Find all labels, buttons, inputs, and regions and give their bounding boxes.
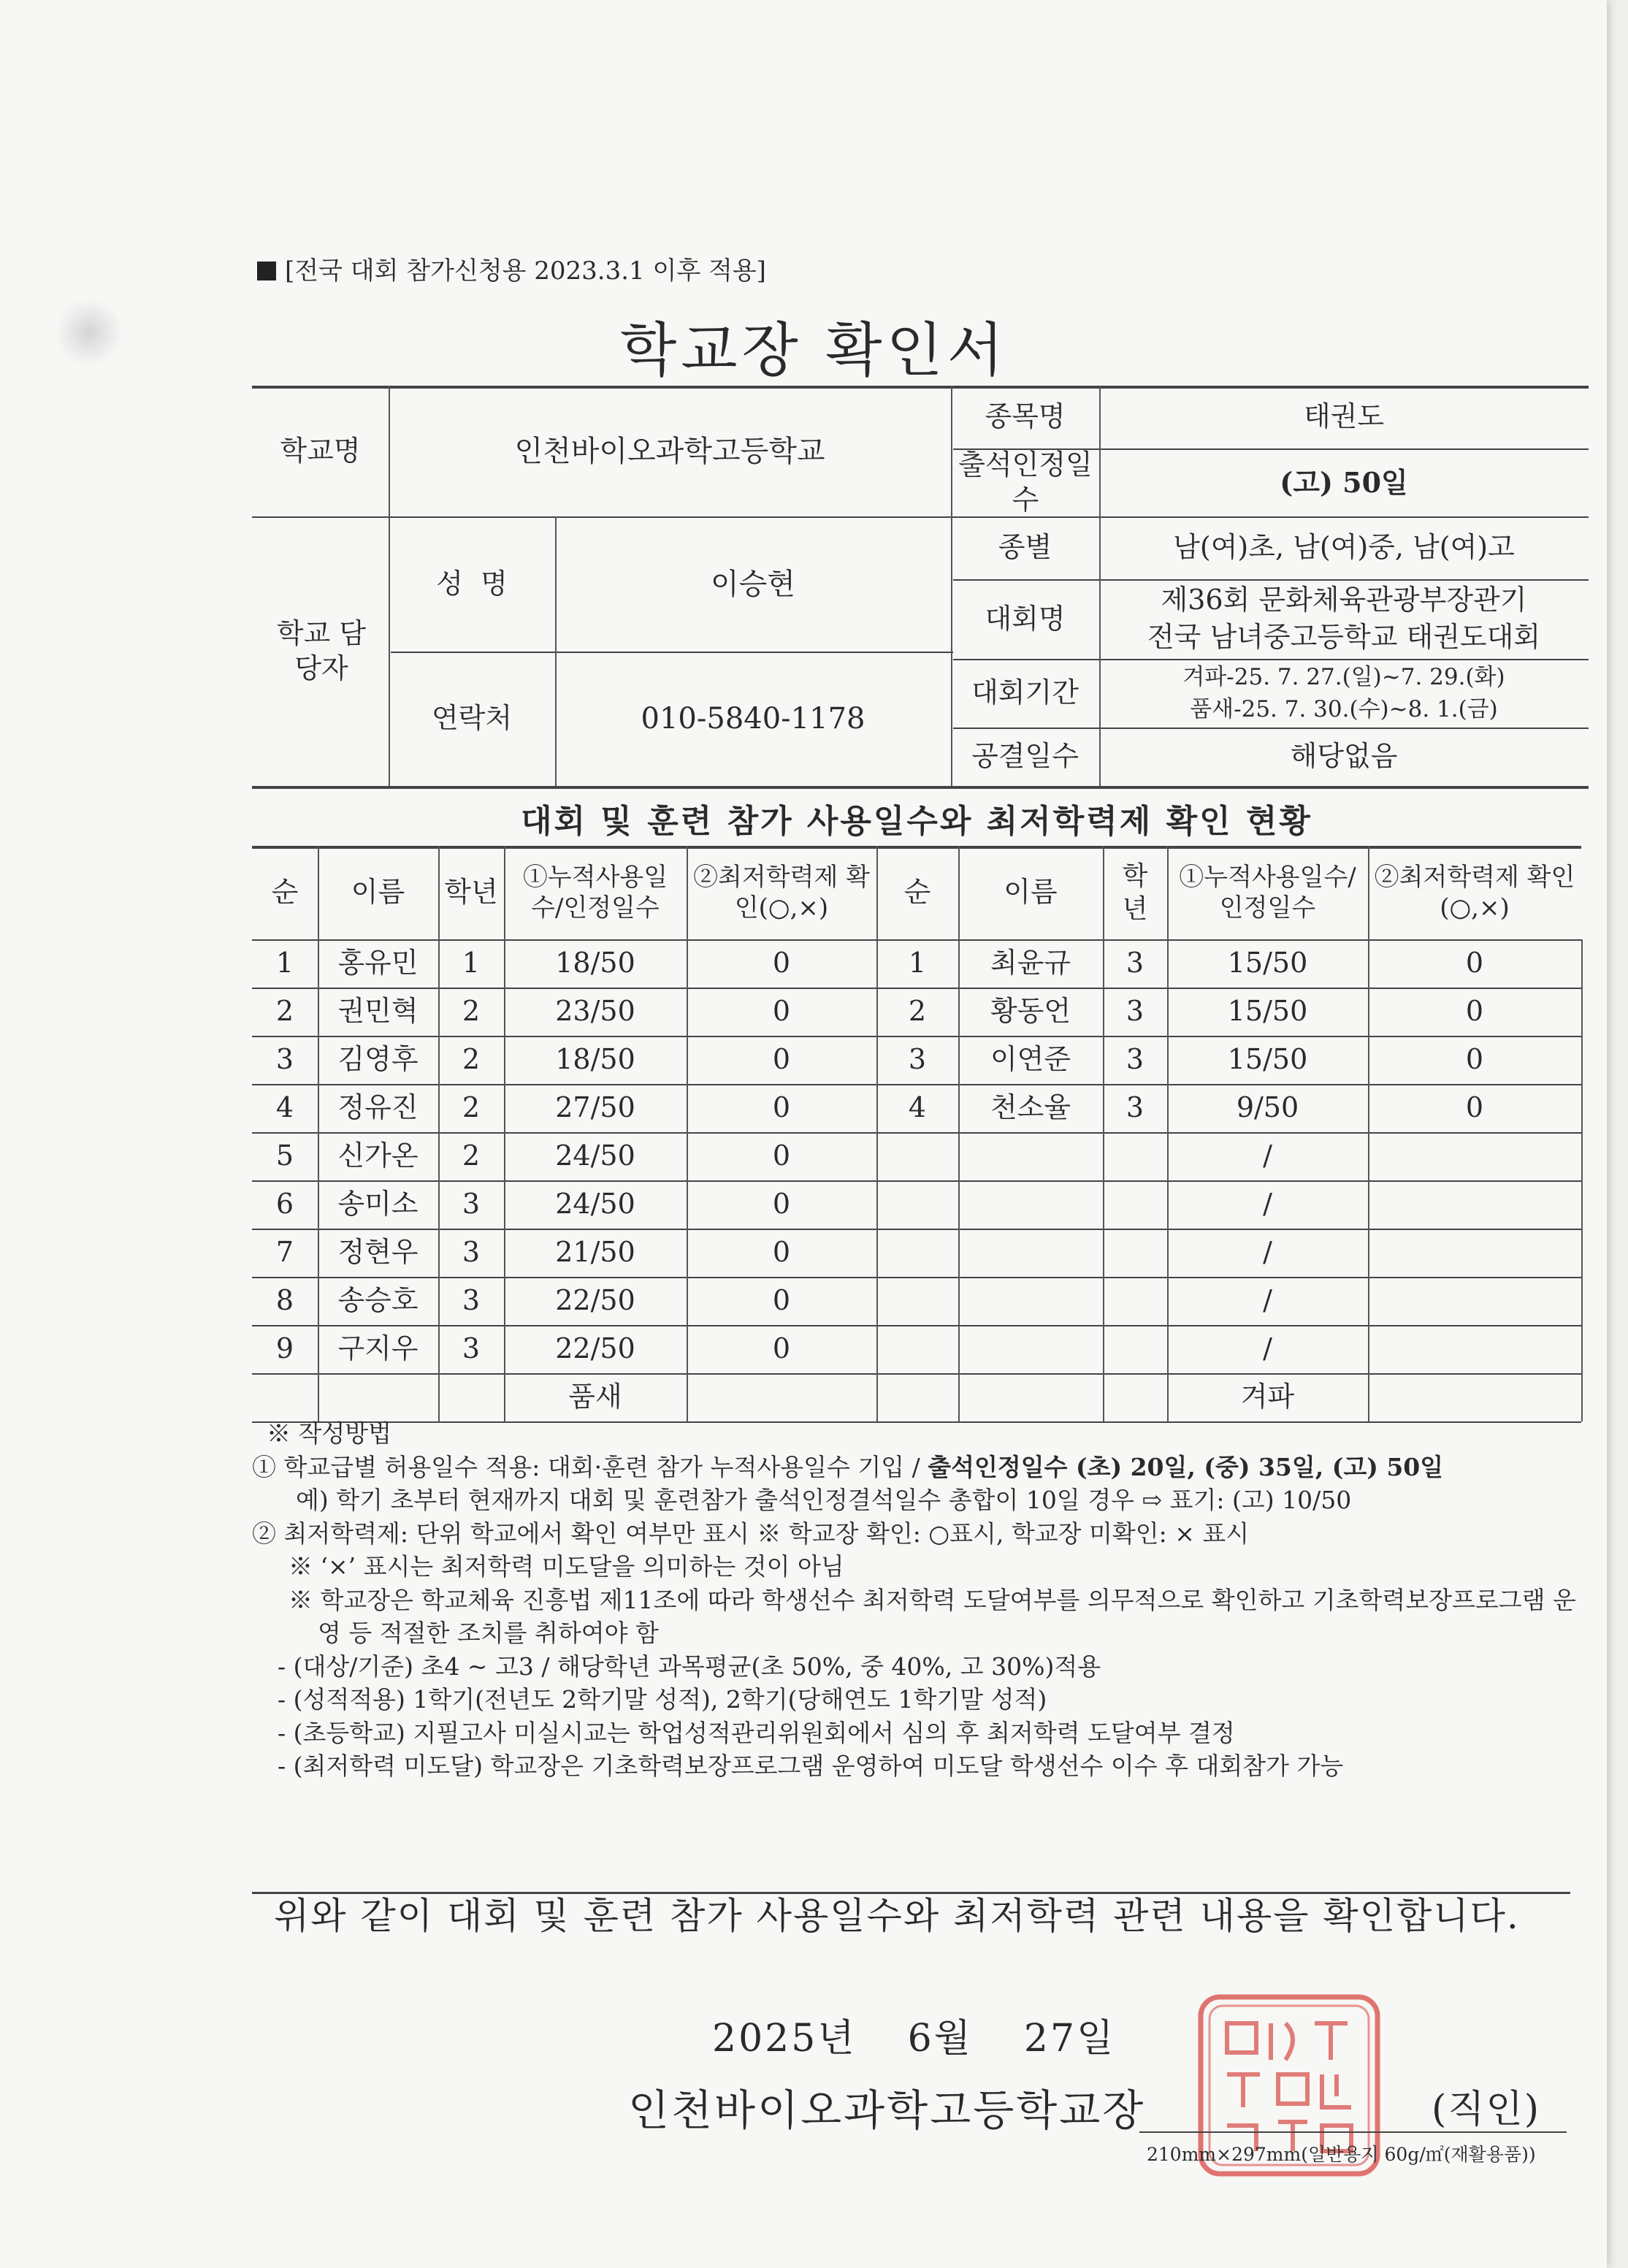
principal-signature: 인천바이오과학고등학교장 (628, 2085, 1146, 2135)
table-row-left-check: 0 (772, 947, 791, 980)
table-row-left-check: 0 (772, 995, 791, 1028)
competition-value-1: 제36회 문화체육관광부장관기 (1161, 584, 1527, 616)
table-row-left-days: 22/50 (555, 1284, 635, 1317)
section-title: 대회 및 훈련 참가 사용일수와 최저학력제 확인 현황 (521, 803, 1312, 840)
table-row-right-check: 0 (1465, 947, 1484, 980)
table-row-right-no (876, 1132, 958, 1180)
table-row-left-days: 18/50 (555, 1043, 635, 1076)
table-row-left-days: 27/50 (555, 1091, 635, 1124)
header-note-text: [전국 대회 참가신청용 2023.3.1 이후 적용] (285, 256, 766, 286)
note-detail-4: - (최저학력 미도달) 학교장은 기초학력보장프로그램 운영하여 미도달 학생선수 이수 후 대회참가 가능 (278, 1752, 1344, 1781)
table-row-left-no: 6 (275, 1188, 294, 1221)
table-row-left-days: 24/50 (555, 1139, 635, 1172)
note-1-bold: 출석인정일수 (초) 20일, (중) 35일, (고) 50일 (928, 1452, 1444, 1481)
table-row-right-no: 1 (908, 947, 927, 980)
phone-value: 010-5840-1178 (641, 702, 865, 736)
col-header-name-left: 이름 (351, 876, 405, 909)
date-day: 27일 (1023, 2017, 1116, 2061)
table-row-right-check (1368, 1229, 1581, 1277)
table-row-right-check (1368, 1180, 1581, 1229)
table-row-left-days: 23/50 (555, 995, 635, 1028)
table-row-right-check: 0 (1465, 1043, 1484, 1076)
table-row-right-no (876, 1229, 958, 1277)
table-row-left-check: 0 (772, 1284, 791, 1317)
date (712, 2007, 1115, 2062)
paper-spec-footer: 210mm×297mm(일반용지 60g/㎡(재활용품)) (1147, 2144, 1536, 2165)
date-month: 6월 (907, 2017, 973, 2061)
col-header-check-left: ②최저학력제 확인(○,×) (693, 862, 870, 923)
table-row-left-name: 홍유민 (337, 947, 419, 980)
table-row-right-days: / (1263, 1188, 1272, 1221)
table-row-right-no (876, 1325, 958, 1373)
left-footer-label: 품새 (568, 1381, 622, 1413)
table-row-right-grade (1103, 1325, 1167, 1373)
table-row-right-check (1368, 1277, 1581, 1325)
table-row-left-no: 8 (275, 1284, 294, 1317)
document-title: 학교장 확인서 (619, 316, 1009, 384)
table-row-right-name: 황동언 (990, 995, 1071, 1028)
table-row-left-grade: 3 (462, 1236, 481, 1269)
table-row-right-check: 0 (1465, 995, 1484, 1028)
note-2-a: ※ ‘×’ 표시는 최저학력 미도달을 의미하는 것이 아님 (288, 1552, 844, 1581)
table-row-left-grade: 2 (462, 1139, 481, 1172)
note-detail-1: - (대상/기준) 초4 ~ 고3 / 해당학년 과목평균(초 50%, 중 40%, 고 30%)적용 (278, 1652, 1101, 1681)
category-label: 종별 (998, 531, 1052, 564)
table-row-right-days: / (1263, 1236, 1272, 1269)
col-header-grade-left: 학년 (444, 876, 498, 909)
table-row-left-check: 0 (772, 1091, 791, 1124)
table-row-left-no: 9 (275, 1332, 294, 1365)
table-row-right-name (958, 1277, 1103, 1325)
col-header-name-right: 이름 (1004, 876, 1058, 909)
seal-label: (직인) (1432, 2088, 1541, 2131)
table-row-right-grade: 3 (1126, 947, 1144, 980)
table-row-right-no: 3 (908, 1043, 927, 1076)
table-row-left-name: 정현우 (337, 1236, 419, 1269)
table-row-left-check: 0 (772, 1043, 791, 1076)
notes-heading: ※ 작성방법 (267, 1419, 392, 1448)
table-row-left-grade: 2 (462, 1091, 481, 1124)
confirmation-text: 위와 같이 대회 및 훈련 참가 사용일수와 최저학력 관련 내용을 확인합니다. (274, 1895, 1520, 1937)
absence-label: 공결일수 (971, 740, 1079, 773)
col-header-no-left: 순 (271, 876, 299, 909)
table-row-left-grade: 2 (462, 1043, 481, 1076)
table-row-right-no (876, 1180, 958, 1229)
table-row-right-grade: 3 (1126, 1043, 1144, 1076)
attendance-label: 출석인정일수 (958, 448, 1093, 516)
table-row-left-check: 0 (772, 1188, 791, 1221)
table-row-left-grade: 3 (462, 1284, 481, 1317)
table-row-right-name (958, 1180, 1103, 1229)
table-row-left-check: 0 (772, 1236, 791, 1269)
table-row-left-no: 7 (275, 1236, 294, 1269)
table-row-left-no: 5 (275, 1139, 294, 1172)
table-row-left-grade: 2 (462, 995, 481, 1028)
period-value-1: 겨파-25. 7. 27.(일)~7. 29.(화) (1182, 663, 1505, 690)
note-1-example: 예) 학기 초부터 현재까지 대회 및 훈련참가 출석인정결석일수 총합이 10일 경우 ⇨ 표기: (고) 10/50 (296, 1486, 1352, 1515)
table-row-right-name (958, 1325, 1103, 1373)
col-header-no-right: 순 (903, 876, 931, 909)
note-1-text: ① 학교급별 허용일수 적용: 대회·훈련 참가 누적사용일수 기입 / (252, 1452, 928, 1481)
competition-label: 대회명 (985, 602, 1066, 635)
absence-value: 해당없음 (1290, 740, 1398, 773)
table-row-left-no: 2 (275, 995, 294, 1028)
table-row-right-name: 이연준 (990, 1043, 1071, 1076)
table-row-right-days: 15/50 (1227, 995, 1308, 1028)
note-detail-3: - (초등학교) 지필고사 미실시교는 학업성적관리위원회에서 심의 후 최저학력 도달여부 결정 (278, 1718, 1235, 1747)
right-footer-label: 겨파 (1240, 1381, 1295, 1413)
table-row-right-name: 최윤규 (990, 947, 1071, 980)
table-row-right-days: 9/50 (1236, 1091, 1299, 1124)
table-row-right-check: 0 (1465, 1091, 1484, 1124)
category-value: 남(여)초, 남(여)중, 남(여)고 (1173, 531, 1515, 564)
school-label: 학교명 (280, 434, 361, 467)
col-header-days-left: ①누적사용일수/인정일수 (522, 862, 668, 923)
attendance-value: (고) 50일 (1280, 465, 1408, 499)
col-header-grade-right: 학 년 (1122, 861, 1148, 924)
name-value: 이승현 (711, 567, 795, 601)
note-1 (252, 1451, 1581, 1484)
table-row-left-no: 3 (275, 1043, 294, 1076)
phone-label: 연락처 (431, 702, 513, 735)
contact-group-label: 학교 담당자 (276, 617, 367, 684)
col-header-check-right: ②최저학력제 확인(○,×) (1374, 862, 1575, 923)
table-row-right-days: 15/50 (1227, 947, 1308, 980)
table-row-right-days: / (1263, 1332, 1272, 1365)
table-row-right-days: / (1263, 1139, 1272, 1172)
table-row-right-grade (1103, 1132, 1167, 1180)
table-row-left-name: 송승호 (337, 1284, 419, 1317)
table-row-right-grade (1103, 1229, 1167, 1277)
table-row-right-name (958, 1229, 1103, 1277)
table-row-left-grade: 1 (462, 947, 481, 980)
table-row-left-days: 18/50 (555, 947, 635, 980)
table-row-left-name: 구지우 (337, 1332, 419, 1365)
table-row-right-name: 천소율 (990, 1091, 1071, 1124)
col-header-days-right: ①누적사용일수/ 인정일수 (1179, 862, 1356, 923)
table-row-left-name: 송미소 (337, 1188, 419, 1221)
table-row-right-check (1368, 1132, 1581, 1180)
table-row-left-no: 4 (275, 1091, 294, 1124)
event-label: 종목명 (985, 400, 1066, 433)
competition-value-2: 전국 남녀중고등학교 태권도대회 (1147, 621, 1541, 654)
table-row-right-grade: 3 (1126, 995, 1144, 1028)
school-value: 인천바이오과학고등학교 (514, 434, 825, 468)
table-row-left-name: 권민혁 (337, 995, 419, 1028)
note-detail-2: - (성적적용) 1학기(전년도 2학기말 성적), 2학기(당해연도 1학기말 성적) (278, 1685, 1047, 1714)
table-row-right-days: / (1263, 1284, 1272, 1317)
period-value-2: 품새-25. 7. 30.(수)~8. 1.(금) (1190, 695, 1498, 722)
table-row-left-days: 24/50 (555, 1188, 635, 1221)
table-row-right-no: 2 (908, 995, 927, 1028)
date-year: 2025년 (712, 2017, 857, 2061)
event-value: 태권도 (1303, 400, 1385, 433)
instructions (252, 1417, 1581, 1783)
table-row-right-grade (1103, 1180, 1167, 1229)
period-label: 대회기간 (971, 676, 1079, 709)
table-row-left-name: 정유진 (337, 1091, 419, 1124)
table-row-left-days: 21/50 (555, 1236, 635, 1269)
table-row-right-no: 4 (908, 1091, 927, 1124)
table-row-right-no (876, 1277, 958, 1325)
table-row-left-grade: 3 (462, 1332, 481, 1365)
table-row-left-name: 신가온 (337, 1139, 419, 1172)
table-row-left-name: 김영후 (337, 1043, 419, 1076)
table-row-right-grade (1103, 1277, 1167, 1325)
table-row-left-check: 0 (772, 1139, 791, 1172)
header-note (257, 251, 766, 286)
black-square-icon (257, 261, 276, 280)
note-2-b: ※ 학교장은 학교체육 진흥법 제11조에 따라 학생선수 최저학력 도달여부를 의무적으로 확인하고 기초학력보장프로그램 운영 등 적절한 조치를 취하여야 함 (288, 1585, 1576, 1648)
table-row-left-grade: 3 (462, 1188, 481, 1221)
table-row-left-check: 0 (772, 1332, 791, 1365)
table-row-right-days: 15/50 (1227, 1043, 1308, 1076)
table-row-left-no: 1 (275, 947, 294, 980)
table-row-right-name (958, 1132, 1103, 1180)
note-2: ② 최저학력제: 단위 학교에서 확인 여부만 표시 ※ 학교장 확인: ○표시, 학교장 미확인: × 표시 (252, 1519, 1250, 1548)
table-row-right-grade: 3 (1126, 1091, 1144, 1124)
table-row-left-days: 22/50 (555, 1332, 635, 1365)
name-label: 성 명 (436, 567, 508, 600)
table-row-right-check (1368, 1325, 1581, 1373)
